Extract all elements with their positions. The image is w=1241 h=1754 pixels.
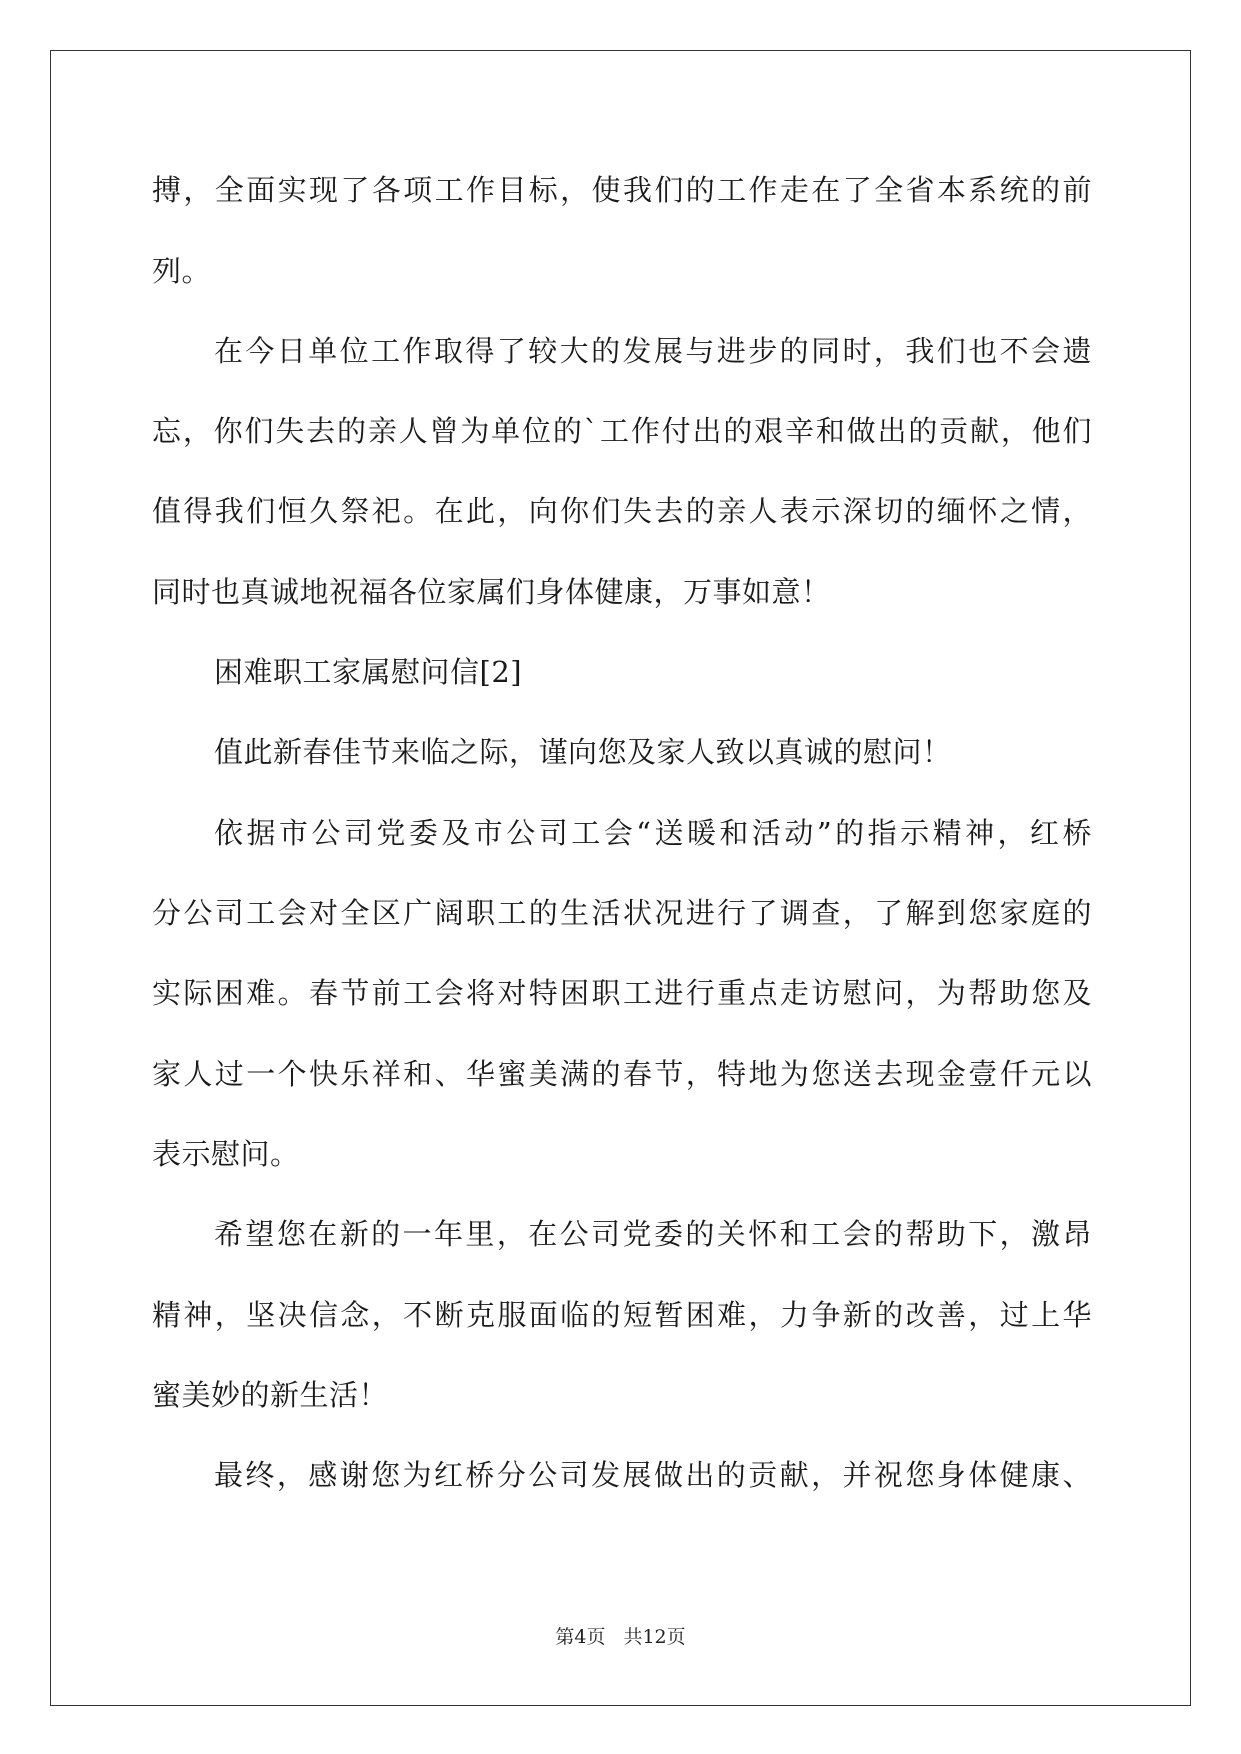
text-line: 依据市公司党委及市公司工会“送暖和活动”的指示精神，红桥 — [214, 816, 1092, 850]
text-line: 家人过一个快乐祥和、华蜜美满的春节，特地为您送去现金壹仟元以 — [152, 1057, 1092, 1091]
text-line: 精神，坚决信念，不断克服面临的短暂困难，力争新的改善，过上华 — [152, 1298, 1092, 1332]
text-line: 表示慰问。 — [152, 1137, 300, 1171]
text-line: 值得我们恒久祭祀。在此，向你们失去的亲人表示深切的缅怀之情， — [152, 494, 1092, 528]
text-line: 值此新春佳节来临之际，谨向您及家人致以真诚的慰问！ — [214, 735, 952, 769]
text-line: 希望您在新的一年里，在公司党委的关怀和工会的帮助下，激昂 — [214, 1217, 1092, 1251]
text-line: 同时也真诚地祝福各位家属们身体健康，万事如意！ — [152, 575, 831, 609]
page-footer — [0, 1625, 1241, 1649]
text-line: 忘，你们失去的亲人曾为单位的`工作付出的艰辛和做出的贡献，他们 — [152, 414, 1092, 448]
section-heading: 困难职工家属慰问信[2] — [214, 655, 523, 689]
text-line: 搏，全面实现了各项工作目标，使我们的工作走在了全省本系统的前 — [152, 173, 1092, 207]
page-number: 第4页 — [555, 1626, 606, 1648]
text-line: 蜜美妙的新生活！ — [152, 1378, 389, 1412]
text-line: 列。 — [152, 254, 212, 288]
text-line: 最终，感谢您为红桥分公司发展做出的贡献，并祝您身体健康、 — [214, 1458, 1092, 1492]
page-total: 共12页 — [623, 1626, 686, 1648]
text-line: 分公司工会对全区广阔职工的生活状况进行了调查，了解到您家庭的 — [152, 896, 1092, 930]
text-line: 实际困难。春节前工会将对特困职工进行重点走访慰问，为帮助您及 — [152, 976, 1092, 1010]
text-line: 在今日单位工作取得了较大的发展与进步的同时，我们也不会遗 — [214, 334, 1092, 368]
